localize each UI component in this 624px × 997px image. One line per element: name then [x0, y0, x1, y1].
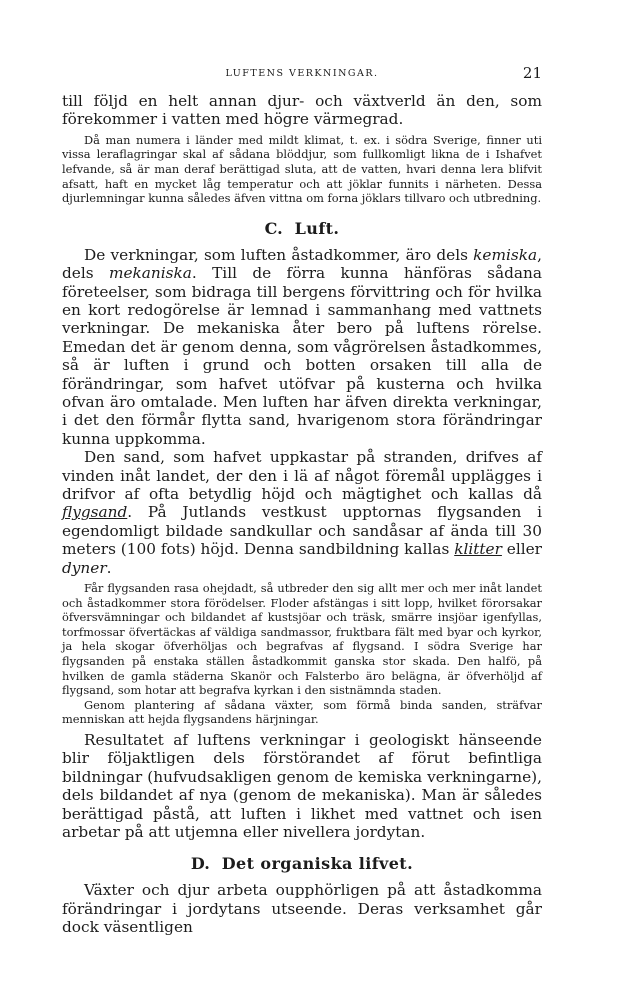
paragraph-flying-sand: Den sand, som hafvet uppkastar på stranden, drifves af vinden inåt landet, der den i lä af något föremål upplägges i drifvor af ofta betydlig höjd och mägtighet och kallas då flygsand. På Jutlands vestkust upptornas flygsanden i egendomligt bildade sandkullar och sandåsar af ända till 30 meters (100 fots) höjd. Denna sandbildning kallas klitter eller dyner.: [62, 448, 542, 577]
section-letter-c: C.: [264, 218, 283, 238]
emphasis-klitter: klitter: [454, 540, 502, 559]
running-title: LUFTENS VERKNINGAR.: [225, 68, 379, 79]
section-title-d: Det organiska lifvet.: [221, 854, 414, 874]
emphasis-mekaniska: mekaniska: [108, 264, 192, 283]
section-heading-d: [62, 853, 542, 875]
emphasis-dyner: dyner: [62, 558, 107, 577]
note-clay-fossils: Då man numera i länder med mildt klimat, t. ex. i södra Sverige, finner uti vissa leraflagringar skal af sådana blöddjur, som fullkomligt likna de i Ishafvet lefvande, så är man deraf berättigad sluta, att de vatten, hvari denna lera blifvit afsatt, haft en mycket låg temperatur och att jöklar funnits i närheten. Dessa djurlemningar kunna således äfven vittna om forna jöklars tillvaro och utbredning.: [62, 132, 542, 206]
paragraph-result: Resultatet af luftens verkningar i geologiskt hänseende blir följaktligen dels förstörandet af förut befintliga bildningar (hufvudsakligen genom de kemiska verkningarne), dels bildandet af nya (genom de mekaniska). Man är således berättigad påstå, att luften i likhet med vattnet och isen arbetar på att utjemna eller nivellera jordytan.: [62, 731, 542, 842]
running-header: [62, 64, 542, 84]
section-letter-d: D.: [190, 854, 210, 874]
page-body: [62, 92, 542, 937]
note-sand-damage: Får flygsanden rasa ohejdadt, så utbreder den sig allt mer och mer inåt landet och åstadkommer stora förödelser. Floder afstängas i sitt lopp, hvilket förorsakar öfversvämningar och bildandet af kustsjöar och träsk, smärre insjöar igenfyllas, torfmossar öfvertäckas af väldiga sandmassor, fruktbara fält med byar och kyrkor, ja hela skogar öfverhöljas och begrafvas af flygsand. I södra Sverige har flygsanden på enstaka ställen åstadkommit ganska stor skada. Den halfö, på hvilken de gamla städerna Skanör och Falsterbo äro belägna, är öfverhöljd af flygsand, som hotar att begrafva kyrkan i den sistnämnda staden.: [62, 581, 542, 698]
paragraph-organic-life: Växter och djur arbeta oupphörligen på att åstadkomma förändringar i jordytans utseende. Deras verksamhet går dock väsentligen: [62, 881, 542, 937]
section-title-c: Luft.: [294, 218, 340, 238]
page-number: 21: [522, 64, 542, 82]
paragraph-continuation: till följd en helt annan djur- och växtverld än den, som förekommer i vatten med högre värmegrad.: [62, 92, 542, 129]
section-heading-c: [62, 218, 542, 240]
emphasis-kemiska: kemiska: [473, 245, 538, 264]
emphasis-flygsand: flygsand: [62, 503, 128, 522]
paragraph-air-effects: De verkningar, som luften åstadkommer, äro dels kemiska, dels mekaniska. Till de förra kunna hänföras sådana företeelser, som bidraga till bergens förvittring och för hvilka en kort redogörelse är lemnad i sammanhang med vattnets verkningar. De mekaniska åter bero på luftens rörelse. Emedan det är genom denna, som vågrörelsen åstadkommes, så är luften i grund och botten orsaken till alla de förändringar, som hafvet utöfvar på kusterna och hvilka ofvan äro omtalade. Men luften har äfven direkta verkningar, i det den förmår flytta sand, hvarigenom stora förändringar kunna uppkomma.: [62, 245, 543, 448]
note-planting: Genom plantering af sådana växter, som förmå binda sanden, sträfvar menniskan att hejda flygsandens härjningar.: [62, 697, 542, 727]
